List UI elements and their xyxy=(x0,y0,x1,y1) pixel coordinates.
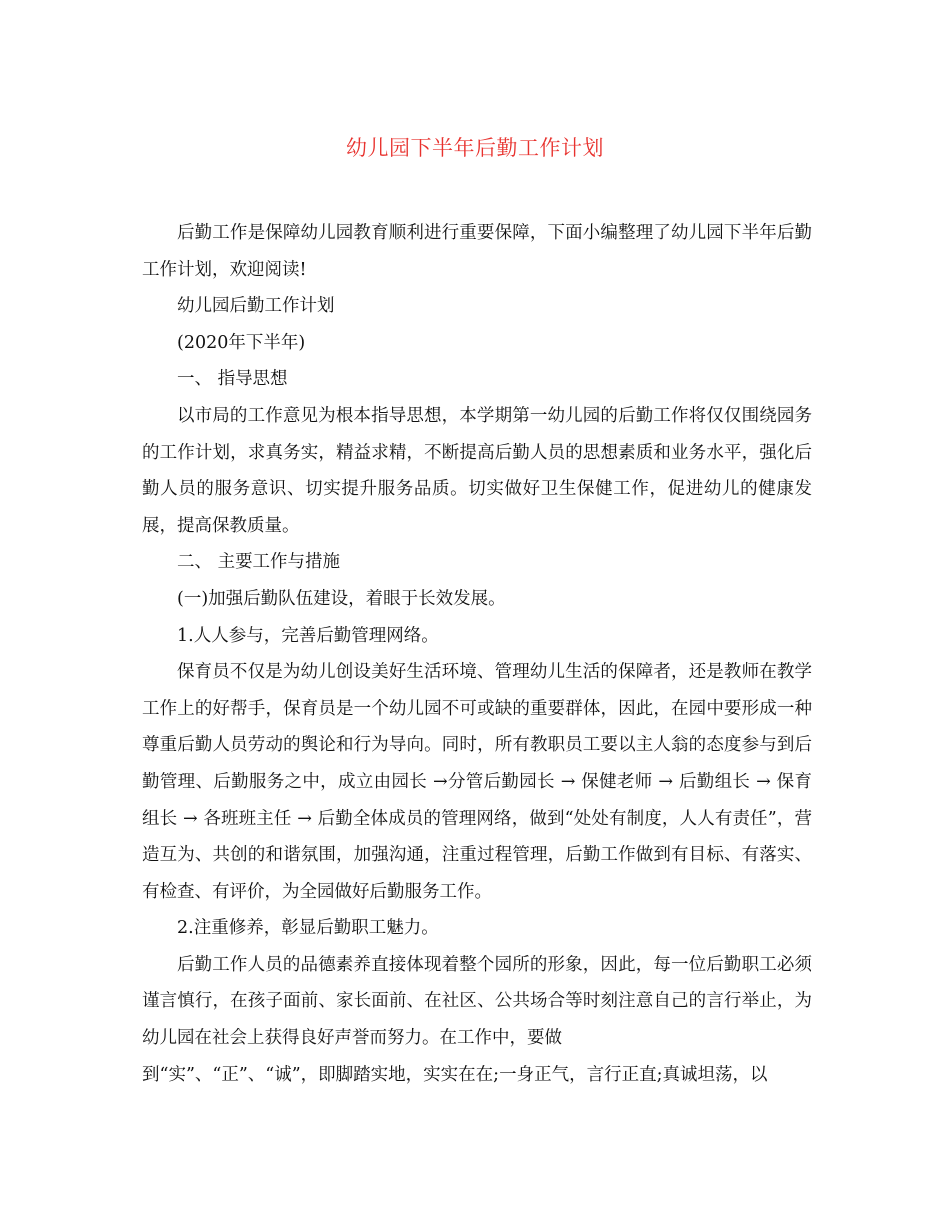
section-heading-1: 一、 指导思想 xyxy=(177,369,288,390)
document-body xyxy=(142,215,812,1093)
guiding-ideology-paragraph: 以市局的工作意见为根本指导思想，本学期第一幼儿园的后勤工作将仅仅围绕园务的工作计划，求真务实，精益求精，不断提高后勤人员的思想素质和业务水平，强化后勤人员的服务意识、切实提升服务品质。切实做好卫生保健工作，促进幼儿的健康发展，提高保教质量。 xyxy=(142,405,812,536)
plan-period: (2020年下半年) xyxy=(177,332,306,353)
subsection-heading-1: (一)加强后勤队伍建设，着眼于长效发展。 xyxy=(177,588,506,609)
section-heading-2: 二、 主要工作与措施 xyxy=(177,552,341,573)
management-network-paragraph: 保育员不仅是为幼儿创设美好生活环境、管理幼儿生活的保障者，还是教师在教学工作上的好帮手，保育员是一个幼儿园不可或缺的重要群体，因此，在园中要形成一种尊重后勤人员劳动的舆论和行为导向。同时，所有教职员工要以主人翁的态度参与到后勤管理、后勤服务之中，成立由园长 →分管后勤园长 → 保健老师 → 后勤组长 → 保育组长 → 各班班主任 → 后勤全体成员的管理网络，做到“处处有制度，人人有责任”，营造互为、共创的和谐氛围，加强沟通，注重过程管理，后勤工作做到有目标、有落实、有检查、有评价，为全园做好后勤服务工作。 xyxy=(142,662,812,902)
intro-paragraph: 后勤工作是保障幼儿园教育顺利进行重要保障，下面小编整理了幼儿园下半年后勤工作计划，欢迎阅读! xyxy=(142,223,812,280)
item-heading-2: 2.注重修养，彰显后勤职工魅力。 xyxy=(177,918,439,939)
item-heading-1: 1.人人参与，完善后勤管理网络。 xyxy=(177,625,439,646)
plan-heading: 幼儿园后勤工作计划 xyxy=(177,296,335,317)
staff-conduct-paragraph: 后勤工作人员的品德素养直接体现着整个园所的形象，因此，每一位后勤职工必须谨言慎行，在孩子面前、家长面前、在社区、公共场合等时刻注意自己的言行举止，为幼儿园在社会上获得良好声誉而努力。在工作中，要做 xyxy=(142,954,812,1049)
continued-paragraph: 到“实”、“正”、“诚”，即脚踏实地，实实在在;一身正气，言行正直;真诚坦荡，以 xyxy=(142,1064,768,1085)
document-title: 幼儿园下半年后勤工作计划 xyxy=(346,136,604,160)
